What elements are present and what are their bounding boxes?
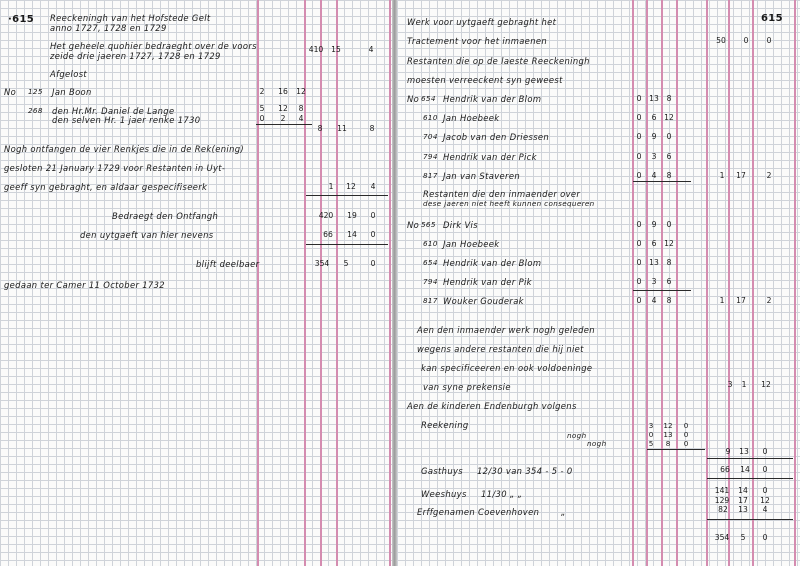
amount-groten: 0 [762,533,768,542]
amount-groten: 8 [369,124,375,133]
amount-groten: 0 [683,439,689,448]
amount-pounds: 0 [636,113,642,122]
ledger-footer: gedaan ter Camer 11 October 1732 [4,280,165,290]
weeshuys-label: Weeshuys [421,489,467,499]
restanten2-line-1: Restanten die den inmaender over [423,189,581,199]
entry-no: 565 [421,220,436,229]
pounds-column-line [304,0,306,566]
no-label: No [407,220,420,230]
amount-pounds: 0 [636,296,642,305]
amount-pounds: 0 [636,94,642,103]
restanten-line-1: Restanten die op de laeste Reeckeningh [407,56,590,66]
amount-groten: 6 [666,277,672,286]
amount-schellingen: 3 [651,152,657,161]
inmaender-line-2: wegens andere restanten die hij niet [417,344,584,354]
amount-schellingen: 17 [738,496,748,505]
amount-schellingen: 9 [651,220,657,229]
subtotal-rule [256,124,312,125]
entry-name: den selven Hr. 1 jaer renke 1730 [52,115,201,125]
amount-pounds: 420 [318,211,334,220]
amount-groten: 0 [370,230,376,239]
amount-pounds: 1 [719,296,725,305]
nogh-line-2: gesloten 21 January 1729 voor Restanten in Uyt- [4,163,226,173]
amount-end-line [389,0,391,566]
amount-pounds: 354 [714,533,730,542]
schellingen-column-line [320,0,322,566]
gasthuys-label: Gasthuys [421,466,464,476]
entry-name: Hendrik van der Pik [443,277,532,287]
afgelost-heading: Afgelost [50,69,88,79]
amount-pounds: 50 [716,36,726,45]
amount-end-line [794,0,796,566]
entry-no: 268 [28,106,43,115]
amount-pounds: 8 [317,124,323,133]
amount-pounds: 0 [648,430,654,439]
schellingen-column-line [752,0,754,566]
restanten2-line-2: dese jaeren niet heeft kunnen consequeren [423,199,595,208]
amount-groten: 2 [766,171,772,180]
entry-name: Hendrik van der Pick [443,152,537,162]
sub-column-line [676,0,678,566]
amount-schellingen: 12 [346,182,356,191]
amount-schellingen: 11 [337,124,347,133]
no-label: No [4,87,17,97]
amount-groten: 0 [762,465,768,474]
entry-name: den Hr.Mr. Daniel de Lange [52,106,175,116]
page-number: 615 [761,13,783,24]
amount-schellingen: 4 [651,296,657,305]
amount-schellingen: 4 [651,171,657,180]
page-heading: Werk voor uytgaeft gebraght het [407,17,557,27]
entry-no: 654 [423,258,438,267]
amount-groten: 4 [370,182,376,191]
kinderen-line-2: Reekening [421,420,469,430]
right-page [397,0,800,566]
amount-pounds: 3 [648,421,654,430]
amount-schellingen: 12 [663,421,673,430]
amount-schellingen: 13 [663,430,673,439]
amount-schellingen: 13 [649,258,659,267]
amount-schellingen: 14 [740,465,750,474]
entry-no: 610 [423,113,438,122]
amount-schellingen: 15 [331,45,341,54]
entry-name: Jan Boon [52,87,92,97]
amount-pounds: 0 [259,114,265,123]
amount-pounds: 410 [308,45,324,54]
inmaender-line-3: kan specificeeren en ook voldoeninge [421,363,593,373]
no-label: No [407,94,420,104]
ledger-title: Reeckeningh van het Hofstede Gelt [50,13,211,23]
amount-schellingen: 9 [651,132,657,141]
restanten-line-2: moesten verreeckent syn geweest [407,75,563,85]
entry-no: 794 [423,277,438,286]
amount-pounds: 1 [719,171,725,180]
blijft-label: blijft deelbaer [196,259,260,269]
amount-pounds: 141 [714,486,730,495]
amount-groten: 4 [762,505,768,514]
amount-schellingen: 19 [347,211,357,220]
amount-groten: 8 [666,258,672,267]
amount-groten: 4 [298,114,304,123]
amount-groten: 0 [666,132,672,141]
entry-no: 817 [423,171,438,180]
amount-schellingen: 1 [741,380,747,389]
amount-pounds: 0 [636,239,642,248]
ditto-mark: „ [561,507,566,517]
kinderen-line-1: Aen de kinderen Endenburgh volgens [407,401,577,411]
amount-groten: 12 [760,496,770,505]
amount-schellingen: 5 [343,259,349,268]
amount-pounds: 129 [714,496,730,505]
amount-pounds: 82 [718,505,728,514]
left-page [0,0,392,566]
amount-groten: 12 [664,239,674,248]
total-rule [306,195,388,196]
entry-no: 125 [28,87,43,96]
amount-pounds: 0 [636,152,642,161]
entry-no: 654 [421,94,436,103]
amount-pounds: 66 [323,230,333,239]
entry-no: 817 [423,296,438,305]
weeshuys-fraction: 11/30 „ „ [481,489,523,499]
amount-schellingen: 8 [665,439,671,448]
amount-schellingen: 2 [280,114,286,123]
entry-no: 704 [423,132,438,141]
amount-pounds: 0 [636,132,642,141]
amount-groten: 2 [766,296,772,305]
amount-pounds: 354 [314,259,330,268]
entry-name: Dirk Vis [443,220,478,230]
inmaender-line-4: van syne prekensie [423,382,511,392]
entry-name: Jan Hoebeek [443,239,500,249]
amount-schellingen: 6 [651,113,657,122]
ontfangh-label: Bedraegt den Ontfangh [112,211,219,221]
entry-name: Wouker Gouderak [443,296,524,306]
entry-name: Jacob van den Driessen [443,132,550,142]
amount-groten: 0 [683,421,689,430]
ledger-years: anno 1727, 1728 en 1729 [50,23,167,33]
total-rule [707,519,793,520]
amount-schellingen: 16 [278,87,288,96]
nogh-line-3: geeff syn gebraght, en aldaar gespecifiseerk [4,182,208,192]
subtotal-rule [633,181,691,182]
amount-schellingen: 13 [738,505,748,514]
amount-pounds: 66 [720,465,730,474]
amount-schellingen: 6 [651,239,657,248]
amount-groten: 0 [683,430,689,439]
amount-groten: 4 [368,45,374,54]
amount-column-line [706,0,708,566]
amount-schellingen: 3 [651,277,657,286]
amount-groten: 12 [664,113,674,122]
entry-no: 610 [423,239,438,248]
amount-pounds: 0 [636,220,642,229]
amount-groten: 6 [666,152,672,161]
entry-name: Hendrik van der Blom [443,94,542,104]
amount-groten: 8 [666,94,672,103]
amount-schellingen: 14 [347,230,357,239]
amount-pounds: 9 [725,447,731,456]
amount-groten: 0 [766,36,772,45]
amount-groten: 8 [298,104,304,113]
amount-schellingen: 17 [736,171,746,180]
amount-pounds: 5 [648,439,654,448]
amount-groten: 0 [666,220,672,229]
total-rule [707,458,793,459]
amount-groten: 12 [761,380,771,389]
gasthuys-fraction: 12/30 van 354 - 5 - 0 [477,466,573,476]
erffgenamen-label: Erffgenamen Coevenhoven [417,507,540,517]
amount-pounds: 1 [328,182,334,191]
amount-schellingen: 14 [738,486,748,495]
uytgaeft-label: den uytgaeft van hier nevens [80,230,214,240]
summary-line-2: zeide drie jaeren 1727, 1728 en 1729 [50,51,221,61]
amount-groten: 12 [296,87,306,96]
amount-groten: 8 [666,171,672,180]
entry-name: Jan Hoebeek [443,113,500,123]
amount-pounds: 3 [727,380,733,389]
inmaender-line-1: Aen den inmaender werk nogh geleden [417,325,595,335]
pounds-column-line [728,0,730,566]
subtotal-rule [633,290,691,291]
tractement-label: Tractement voor het inmaenen [407,36,548,46]
total-rule [707,478,793,479]
margin-line [257,0,259,566]
summary-line-1: Het geheele quohier bedraeght over de voors [50,41,257,51]
amount-pounds: 0 [636,277,642,286]
groten-column-line [336,0,338,566]
amount-pounds: 0 [636,258,642,267]
amount-schellingen: 5 [740,533,746,542]
subtotal-rule [647,449,705,450]
page-number: ·615 [8,14,35,25]
amount-schellingen: 13 [739,447,749,456]
amount-schellingen: 0 [743,36,749,45]
amount-groten: 0 [762,447,768,456]
amount-pounds: 2 [259,87,265,96]
balance-rule [306,244,388,245]
amount-pounds: 5 [259,104,265,113]
entry-name: Jan van Staveren [443,171,520,181]
nogh-line-1: Nogh ontfangen de vier Renkjes die in de Rek(ening) [4,144,245,154]
amount-schellingen: 13 [649,94,659,103]
amount-schellingen: 17 [736,296,746,305]
entry-name: Hendrik van der Blom [443,258,542,268]
amount-groten: 0 [370,211,376,220]
amount-groten: 0 [370,259,376,268]
entry-no: 794 [423,152,438,161]
nogh-label: nogh [587,439,607,448]
nogh-label: nogh [567,431,587,440]
amount-pounds: 0 [636,171,642,180]
amount-groten: 8 [666,296,672,305]
amount-groten: 0 [762,486,768,495]
amount-schellingen: 12 [278,104,288,113]
